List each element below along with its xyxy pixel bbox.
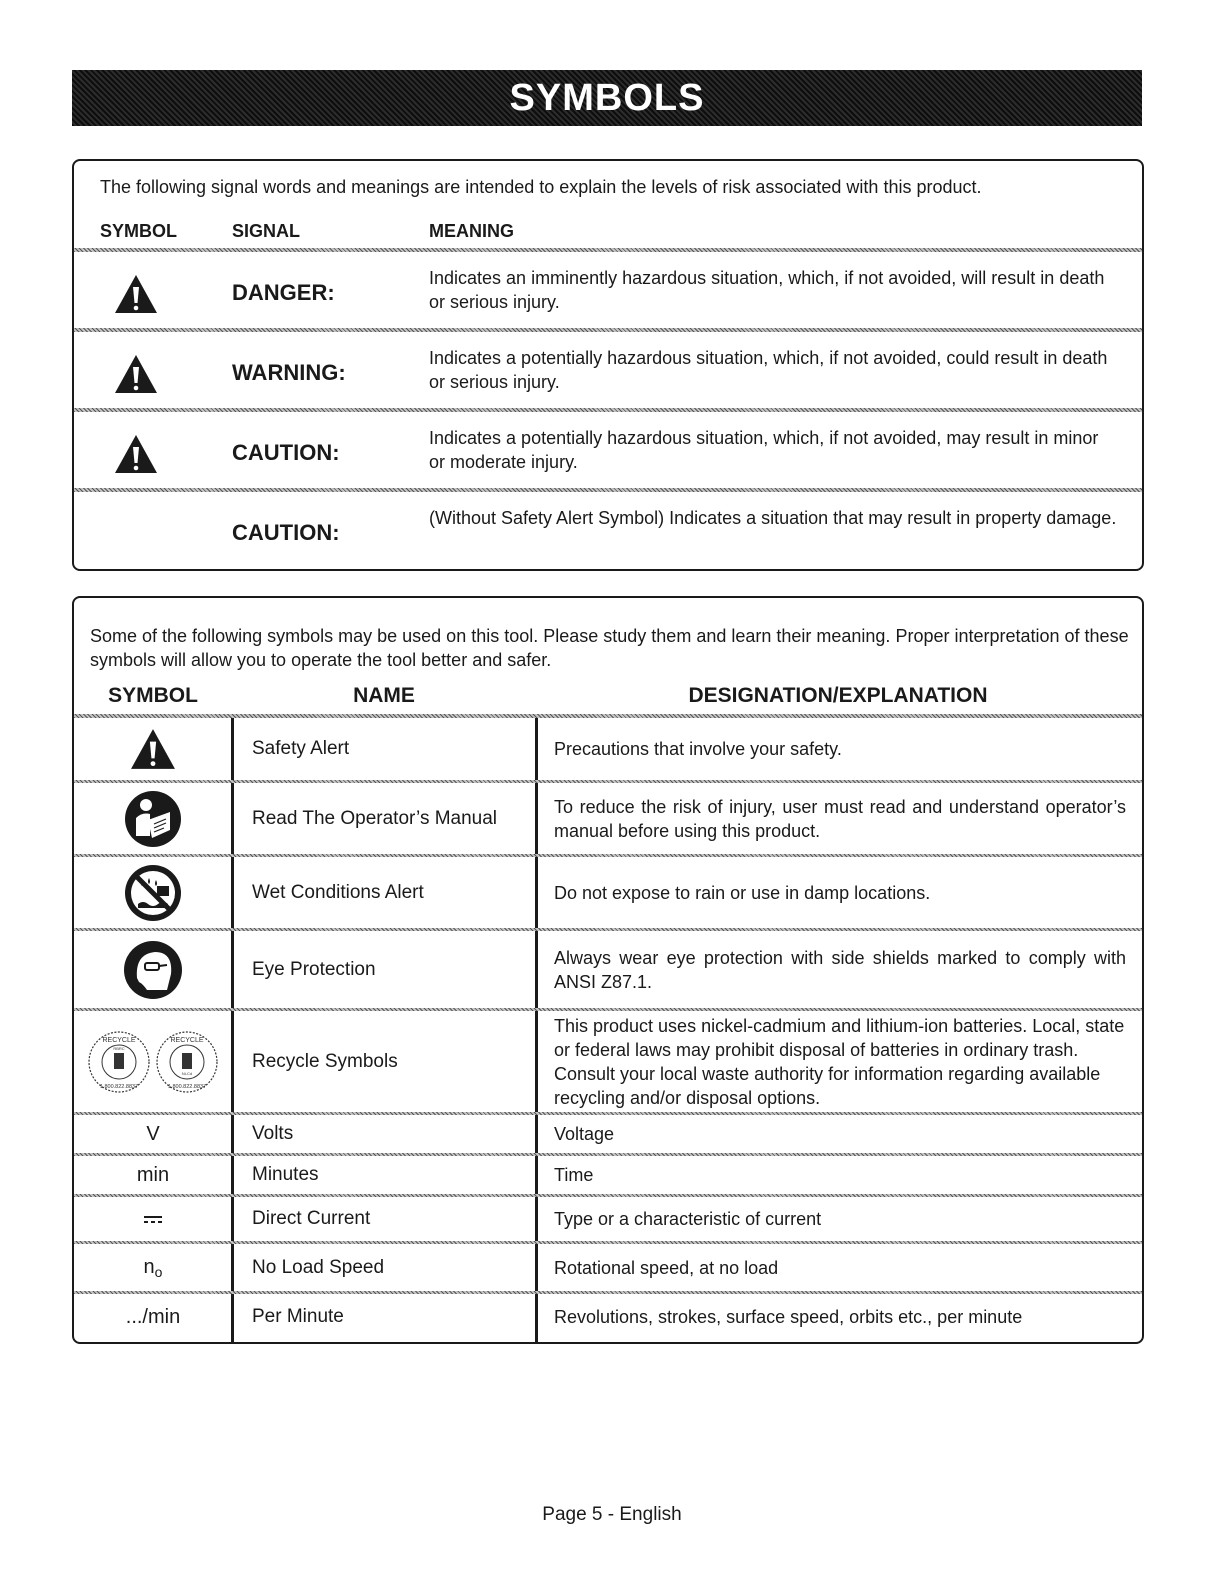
table-row	[74, 783, 1142, 854]
wet-conditions-icon	[74, 857, 232, 928]
signal-meaning-caution: Indicates a potentially hazardous situation, which, if not avoided, may result in minor or moderate injury.	[429, 428, 1099, 472]
symbol-name: Safety Alert	[252, 738, 350, 759]
table-row	[74, 1011, 1142, 1112]
signal-label-caution-property: CAUTION:	[232, 520, 340, 545]
signal-label-warning: WARNING:	[232, 360, 346, 385]
recycle-seal-top-text: RECYCLE	[102, 1036, 136, 1044]
symbol-explanation: Always wear eye protection with side shields marked to comply with ANSI Z87.1.	[554, 947, 1126, 992]
recycle-seal-bottom-text: 1.800.822.8837	[167, 1083, 207, 1090]
table-row	[74, 1294, 1142, 1340]
symbol-explanation: Rotational speed, at no load	[554, 1257, 779, 1278]
symbol-name: Direct Current	[252, 1208, 371, 1229]
header-symbol: SYMBOL	[108, 684, 198, 707]
table-row	[74, 931, 1142, 1008]
table-row	[74, 718, 1142, 780]
symbol-explanation: Precautions that involve your safety.	[554, 739, 842, 759]
minutes-symbol: min	[136, 1163, 170, 1186]
symbol-name: Eye Protection	[252, 958, 376, 980]
symbol-explanation: Time	[554, 1165, 594, 1185]
direct-current-icon	[74, 1197, 232, 1241]
signal-row-danger	[74, 252, 1142, 328]
symbol-name: Volts	[252, 1123, 294, 1144]
signal-intro: The following signal words and meanings are intended to explain the levels of risk associated with this product.	[100, 177, 982, 197]
recycle-seal-top-text: RECYCLE	[170, 1036, 204, 1044]
symbols-intro: Some of the following symbols may be used on this tool. Please study them and learn their meaning. Proper interpretation of these symbols will allow you to operate the tool better and safer.	[90, 626, 1129, 670]
read-manual-icon	[74, 783, 232, 854]
symbols-table-box	[72, 596, 1144, 1344]
signal-row-warning	[74, 332, 1142, 408]
symbol-name: Wet Conditions Alert	[252, 881, 424, 903]
header-name: NAME	[353, 684, 415, 707]
symbol-name: Recycle Symbols	[252, 1050, 398, 1072]
symbol-explanation: Voltage	[554, 1124, 615, 1144]
table-row	[74, 1115, 1142, 1153]
header-meaning: MEANING	[429, 221, 514, 241]
symbol-name: No Load Speed	[252, 1256, 385, 1278]
banner-title: SYMBOLS	[509, 76, 705, 119]
table-row	[74, 857, 1142, 928]
table-row	[74, 1156, 1142, 1194]
recycle-seal-center-text: RBRC	[113, 1045, 125, 1051]
page-footer: Page 5 - English	[542, 1504, 682, 1525]
header-symbol: SYMBOL	[100, 221, 178, 241]
signal-meaning-danger: Indicates an imminently hazardous situation, which, if not avoided, will result in death or serious injury.	[429, 268, 1105, 312]
signal-label-caution: CAUTION:	[232, 440, 340, 465]
signal-meaning-warning: Indicates a potentially hazardous situation, which, if not avoided, could result in death or serious injury.	[429, 348, 1108, 392]
recycle-seal-center-text: Ni-Cd	[181, 1070, 193, 1076]
symbols-banner	[72, 70, 1142, 126]
eye-protection-icon	[74, 931, 232, 1008]
header-designation: DESIGNATION/EXPLANATION	[688, 684, 988, 707]
symbol-explanation: This product uses nickel-cadmium and lithium-ion batteries. Local, state or federal laws may prohibit disposal of batteries in ordinary trash. Consult your local waste authority for information regarding available recycling and/or disposal options.	[554, 1015, 1125, 1108]
safety-alert-icon	[114, 274, 158, 314]
safety-alert-icon	[114, 354, 158, 394]
no-load-speed-sub: o	[154, 1263, 163, 1280]
symbol-explanation: Revolutions, strokes, surface speed, orbits etc., per minute	[554, 1307, 1023, 1327]
table-row	[74, 1244, 1142, 1291]
safety-alert-icon	[74, 718, 232, 780]
symbol-explanation: To reduce the risk of injury, user must read and understand operator’s manual before using this product.	[554, 796, 1126, 841]
symbol-explanation: Do not expose to rain or use in damp locations.	[554, 882, 931, 903]
symbol-explanation: Type or a characteristic of current	[554, 1209, 822, 1229]
no-load-speed-symbol	[74, 1244, 232, 1291]
signal-words-box	[72, 159, 1144, 571]
table-row	[74, 1197, 1142, 1241]
signal-row-caution	[74, 412, 1142, 488]
symbol-name: Per Minute	[252, 1306, 344, 1327]
volts-symbol: V	[146, 1122, 160, 1145]
signal-meaning-caution-property: (Without Safety Alert Symbol) Indicates a situation that may result in property damage.	[429, 508, 1117, 528]
recycle-seals-icon	[74, 1011, 232, 1112]
header-signal: SIGNAL	[232, 221, 301, 241]
symbol-name: Minutes	[252, 1164, 319, 1185]
per-minute-symbol: .../min	[125, 1305, 181, 1328]
safety-alert-icon	[114, 434, 158, 474]
signal-label-danger: DANGER:	[232, 280, 335, 305]
symbol-name: Read The Operator’s Manual	[252, 807, 498, 829]
no-load-speed-n: n	[143, 1256, 155, 1278]
recycle-seal-bottom-text: 1.800.822.8837	[99, 1083, 139, 1090]
signal-row-caution-property	[74, 492, 1142, 568]
